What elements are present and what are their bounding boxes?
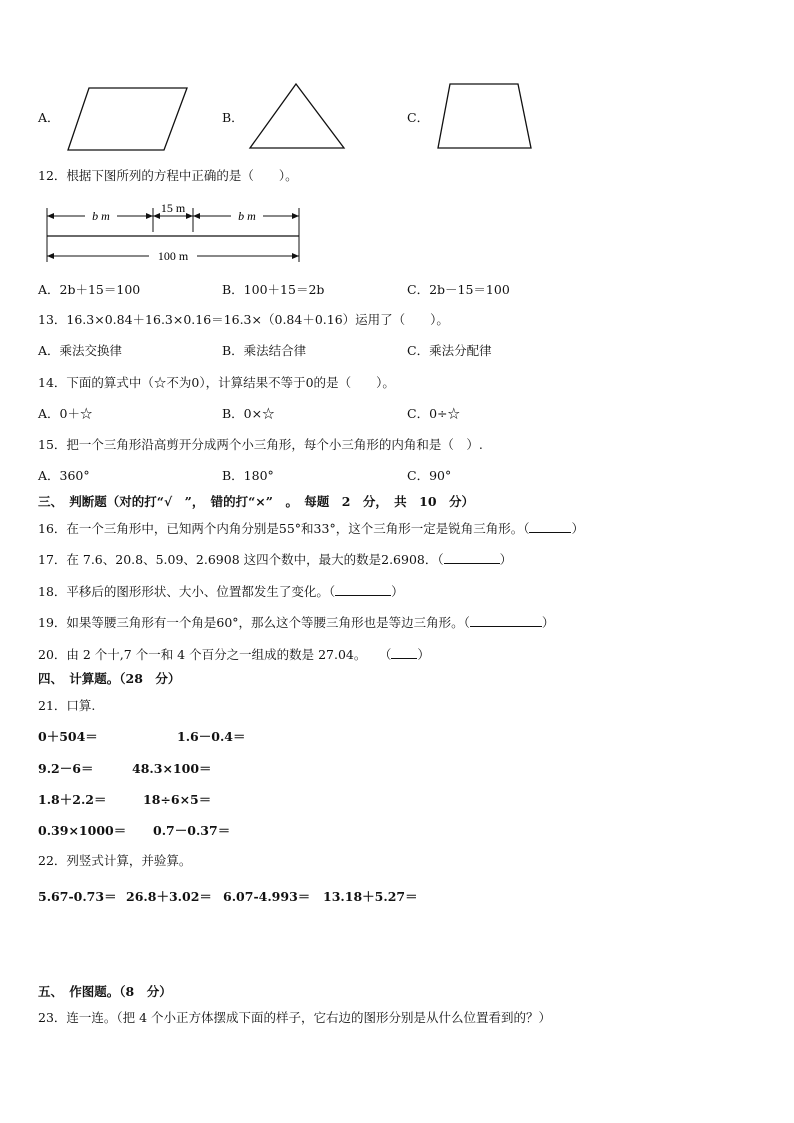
close-paren: ） [571,521,584,536]
segment-label-2: 15 m [160,201,186,215]
q13-option-b: B．乘法结合律 [222,343,307,358]
oral-calc-item: 0＋504＝ [38,729,98,744]
q13-option-c: C．乘法分配律 [407,343,492,358]
q21-stem: 21．口算. [38,698,96,713]
judge-16-text: 16．在一个三角形中，已知两个内角分别是55°和33°，这个三角形一定是锐角三角形。（ [38,521,530,536]
vertical-calc-item: 5.67-0.73＝ [38,889,117,904]
oral-calc-item: 0.7－0.37＝ [153,823,231,838]
segment-total-label: 100 m [157,249,189,263]
q13-stem: 13．16.3×0.84＋16.3×0.16＝16.3×（0.84＋0.16）运用了（ ）。 [38,312,449,327]
section-3-heading: 三、 判断题（对的打“√ ”， 错的打“×” 。 每题 2 分， 共 10 分） [38,494,475,509]
judge-item-20 [38,646,430,663]
q23-stem: 23．连一连。（把 4 个小正方体摆成下面的样子，它右边的图形分别是从什么位置看到的？） [38,1010,552,1025]
section-5-heading: 五、 作图题。（8 分） [38,984,172,999]
answer-blank[interactable] [391,646,417,659]
q14-stem: 14．下面的算式中（☆不为0），计算结果不等于0的是（ ）。 [38,375,395,390]
oral-calc-item: 9.2－6＝ [38,761,94,776]
q11-option-c-label: C． [407,110,430,125]
segment-label-3: b m [238,209,256,223]
q15-stem: 15．把一个三角形沿高剪开分成两个小三角形，每个小三角形的内角和是（ ）. [38,437,483,452]
q12-option-c: C．2b－15＝100 [407,282,510,297]
q15-option-a: A．360° [38,468,90,483]
judge-17-text: 17．在 7.6、20.8、5.09、2.6908 这四个数中，最大的数是2.6908．（ [38,552,444,567]
judge-18-text: 18．平移后的图形形状、大小、位置都发生了变化。（ [38,584,336,599]
answer-blank[interactable] [529,520,571,533]
vertical-calc-item: 13.18＋5.27＝ [323,889,418,904]
judge-item-17 [38,551,512,568]
q13-option-a: A．乘法交换律 [38,343,123,358]
trapezoid-shape [436,82,536,152]
q11-option-b-label: B． [222,110,244,125]
judge-item-18 [38,583,404,600]
oral-calc-item: 48.3×100＝ [132,761,212,776]
answer-blank[interactable] [335,583,391,596]
q14-option-c: C．0÷☆ [407,406,460,421]
q22-stem: 22．列竖式计算，并验算。 [38,853,192,868]
triangle-shape [248,82,348,152]
segment-diagram [45,202,307,262]
judge-20-text: 20．由 2 个十,7 个一和 4 个百分之一组成的数是 27.04。 （ [38,647,392,662]
oral-calc-item: 18÷6×5＝ [143,792,212,807]
segment-label-1: b m [92,209,110,223]
q12-option-a: A．2b＋15＝100 [38,282,141,297]
vertical-calc-item: 6.07-4.993＝ [223,889,311,904]
judge-19-text: 19．如果等腰三角形有一个角是60°，那么这个等腰三角形也是等边三角形。（ [38,615,470,630]
answer-blank[interactable] [470,614,542,627]
q15-option-c: C．90° [407,468,452,483]
oral-calc-item: 1.6－0.4＝ [177,729,246,744]
q12-stem: 12．根据下图所列的方程中正确的是（ ）。 [38,168,298,183]
section-4-heading: 四、 计算题。（28 分） [38,671,181,686]
q14-option-a: A．0＋☆ [38,406,93,421]
oral-calc-item: 0.39×1000＝ [38,823,127,838]
close-paren: ） [499,552,513,567]
answer-blank[interactable] [444,551,500,564]
oral-calc-item: 1.8＋2.2＝ [38,792,107,807]
judge-item-19 [38,614,554,631]
q14-option-b: B．0×☆ [222,406,275,421]
q12-option-b: B．100＋15＝2b [222,282,325,297]
close-paren: ） [417,647,430,662]
q15-option-b: B．180° [222,468,274,483]
close-paren: ） [391,584,404,599]
q11-option-a-label: A． [38,110,60,125]
judge-item-16 [38,520,584,537]
vertical-calc-item: 26.8＋3.02＝ [126,889,212,904]
parallelogram-shape [66,86,196,156]
close-paren: ） [541,615,555,630]
